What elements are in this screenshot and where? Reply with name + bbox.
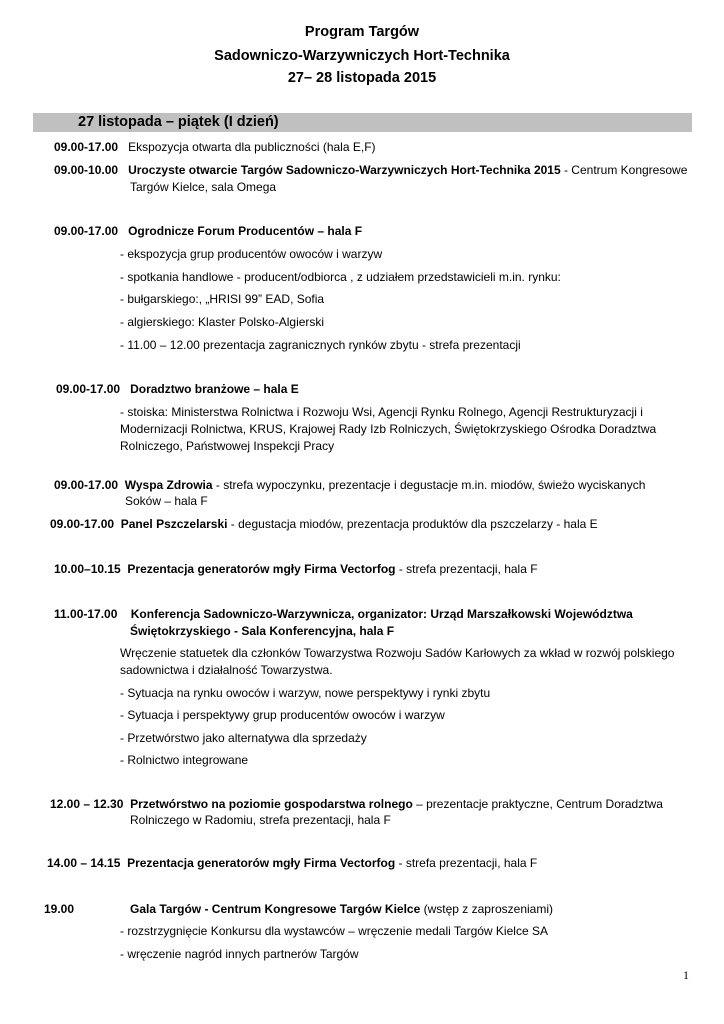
item-text: - strefa prezentacji, hala F <box>395 562 538 576</box>
item-text: - strefa wypoczynku, prezentacje i degustacje m.in. miodów, świeżo wyciskanych <box>212 478 646 492</box>
item-text: (wstęp z zaproszeniami) <box>420 902 553 916</box>
item-time: 19.00 <box>44 902 75 916</box>
item-text: Ekspozycja otwarta dla publiczności (hala E,F) <box>128 140 376 154</box>
item-title: Konferencja Sadowniczo-Warzywnicza, organizator: Urząd Marszałkowski Województwa <box>130 607 633 621</box>
item-text: - strefa prezentacji, hala F <box>395 856 538 870</box>
schedule-item <box>50 516 598 532</box>
doc-title-line2: Sadowniczo-Warzywniczych Hort-Technika <box>214 48 510 64</box>
bullet-line: Rolniczego, Państwowej Inspekcji Pracy <box>120 439 335 453</box>
item-text: – prezentacje praktyczne, Centrum Doradztwa <box>412 797 663 811</box>
day-header-band <box>33 113 692 132</box>
schedule-item <box>54 223 362 239</box>
schedule-item <box>47 855 537 871</box>
item-title: Ogrodnicze Forum Producentów – hala F <box>128 224 363 238</box>
item-time: 09.00-17.00 <box>54 478 119 492</box>
schedule-item <box>54 162 687 178</box>
item-time: 09.00-17.00 <box>50 517 115 531</box>
item-time: 09.00-17.00 <box>56 382 121 396</box>
item-title: Prezentacja generatorów mgły Firma Vectorfog <box>127 562 396 576</box>
item-continuation: Soków – hala F <box>125 494 208 508</box>
item-title: Uroczyste otwarcie Targów Sadowniczo-Warzywniczych Hort-Technika 2015 <box>128 163 561 177</box>
item-time: 09.00-17.00 <box>54 224 119 238</box>
bullet-line: - Przetwórstwo jako alternatywa dla sprzedaży <box>120 731 367 745</box>
bullet-line: - bułgarskiego:, „HRISI 99” EAD, Sofia <box>120 292 325 306</box>
schedule-item <box>44 901 553 917</box>
bullet-line: - wręczenie nagród innych partnerów Targów <box>120 947 359 961</box>
item-time: 09.00-17.00 <box>54 140 119 154</box>
bullet-line: - Sytuacja na rynku owoców i warzyw, nowe perspektywy i rynki zbytu <box>120 686 491 700</box>
item-text: - Centrum Kongresowe <box>560 163 688 177</box>
item-title: Przetwórstwo na poziomie gospodarstwa rolnego <box>130 797 413 811</box>
page-number: 1 <box>683 968 689 982</box>
item-time: 10.00–10.15 <box>54 562 121 576</box>
day-header-label: 27 listopada – piątek (I dzień) <box>78 114 279 130</box>
schedule-item <box>54 561 538 577</box>
schedule-item <box>50 796 663 812</box>
item-time: 14.00 – 14.15 <box>47 856 121 870</box>
bullet-line: - 11.00 – 12.00 prezentacja zagranicznych rynków zbytu - strefa prezentacji <box>120 338 521 352</box>
item-title: Panel Pszczelarski <box>120 517 228 531</box>
bullet-line: - Sytuacja i perspektywy grup producentów owoców i warzyw <box>120 708 445 722</box>
bullet-line: - algierskiego: Klaster Polsko-Algierski <box>120 315 325 329</box>
item-continuation: Rolniczego w Radomiu, strefa prezentacji, hala F <box>130 813 391 827</box>
bullet-line: - ekspozycja grup producentów owoców i warzyw <box>120 247 383 261</box>
doc-title-line1: Program Targów <box>304 24 420 40</box>
item-time: 12.00 – 12.30 <box>50 797 124 811</box>
bullet-line: Wręczenie statuetek dla członków Towarzystwa Rozwoju Sadów Karłowych za wkład w rozwój polskiego <box>120 646 675 660</box>
schedule-item <box>54 139 376 155</box>
doc-title-line3: 27– 28 listopada 2015 <box>287 70 437 86</box>
item-title: Prezentacja generatorów mgły Firma Vectorfog <box>127 856 396 870</box>
schedule-item <box>56 381 299 397</box>
item-time: 09.00-10.00 <box>54 163 119 177</box>
item-text: - degustacja miodów, prezentacja produktów dla pszczelarzy - hala E <box>227 517 598 531</box>
bullet-line: - Rolnictwo integrowane <box>120 753 249 767</box>
item-title: Gala Targów - Centrum Kongresowe Targów Kielce <box>130 902 421 916</box>
item-continuation: Targów Kielce, sala Omega <box>130 180 277 194</box>
item-title: Wyspa Zdrowia <box>124 478 213 492</box>
schedule-item <box>54 606 633 622</box>
bullet-line: - rozstrzygnięcie Konkursu dla wystawców – wręczenie medali Targów Kielce SA <box>120 924 548 938</box>
schedule-item <box>54 477 645 493</box>
bullet-line: sadownictwa i działalność Towarzystwa. <box>120 663 333 677</box>
bullet-line: - spotkania handlowe - producent/odbiorca , z udziałem przedstawicieli m.in. rynku: <box>120 270 561 284</box>
bullet-line: - stoiska: Ministerstwa Rolnictwa i Rozwoju Wsi, Agencji Rynku Rolnego, Agencji Restrukturyzacji i <box>120 405 643 419</box>
item-time: 11.00-17.00 <box>54 607 118 621</box>
bullet-line: Modernizacji Rolnictwa, KRUS, Krajowej Rady Izb Rolniczych, Świętokrzyskiego Ośrodka Doradztwa <box>120 422 657 436</box>
item-title-continuation: Świętokrzyskiego - Sala Konferencyjna, hala F <box>130 624 395 638</box>
item-title: Doradztwo branżowe – hala E <box>130 382 299 396</box>
